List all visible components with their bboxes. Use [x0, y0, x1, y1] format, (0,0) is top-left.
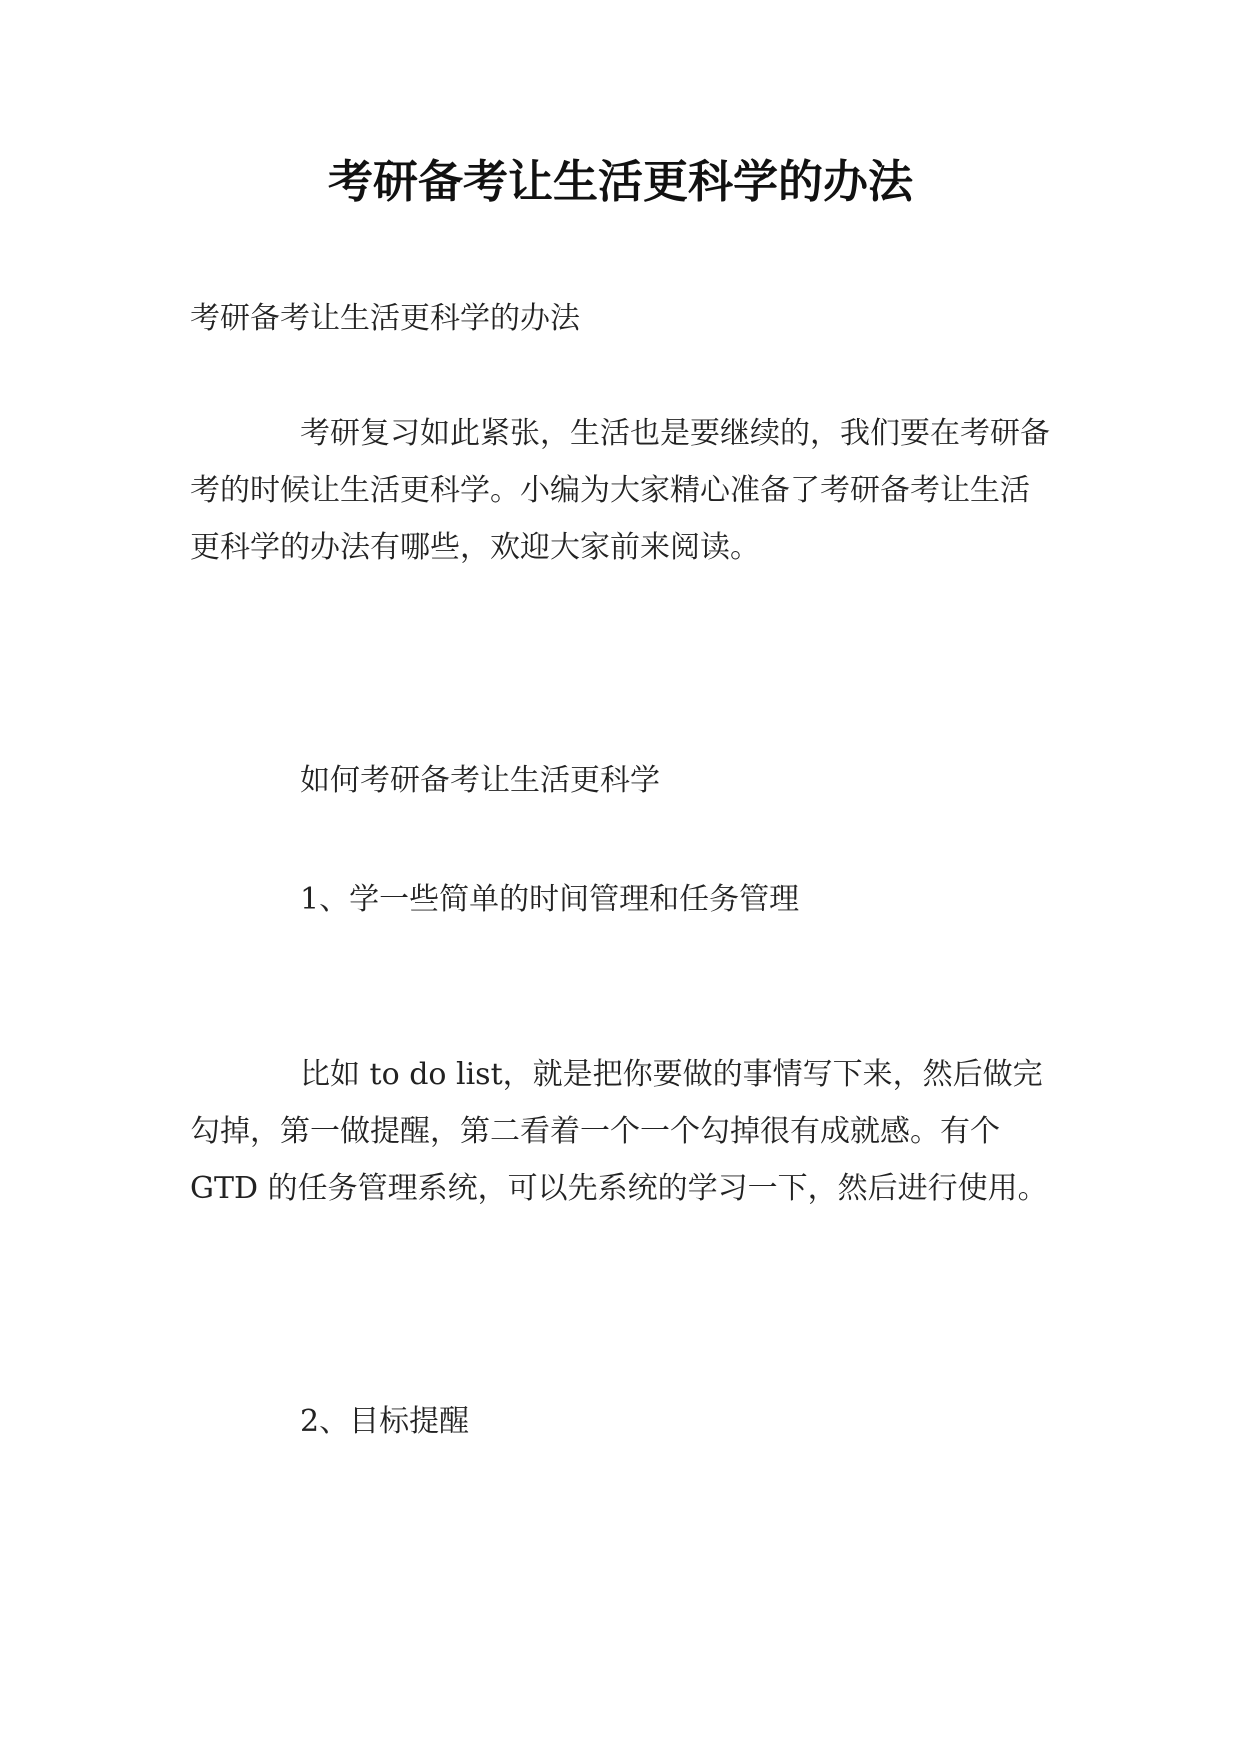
document-title: 考研备考让生活更科学的办法 [327, 155, 913, 208]
item-1-heading: 1、学一些简单的时间管理和任务管理 [300, 882, 800, 917]
item-2-heading: 2、目标提醒 [300, 1404, 470, 1439]
section-heading: 如何考研备考让生活更科学 [300, 763, 660, 798]
document-subtitle: 考研备考让生活更科学的办法 [190, 301, 580, 336]
intro-paragraph: 考研复习如此紧张，生活也是要继续的，我们要在考研备考的时候让生活更科学。小编为大家精心准备了考研备考让生活更科学的办法有哪些，欢迎大家前来阅读。 [190, 416, 1050, 565]
item-1-paragraph: 比如 to do list，就是把你要做的事情写下来，然后做完勾掉，第一做提醒，第二看着一个一个勾掉很有成就感。有个 GTD 的任务管理系统，可以先系统的学习一下，然后进行使用。 [190, 1057, 1048, 1206]
